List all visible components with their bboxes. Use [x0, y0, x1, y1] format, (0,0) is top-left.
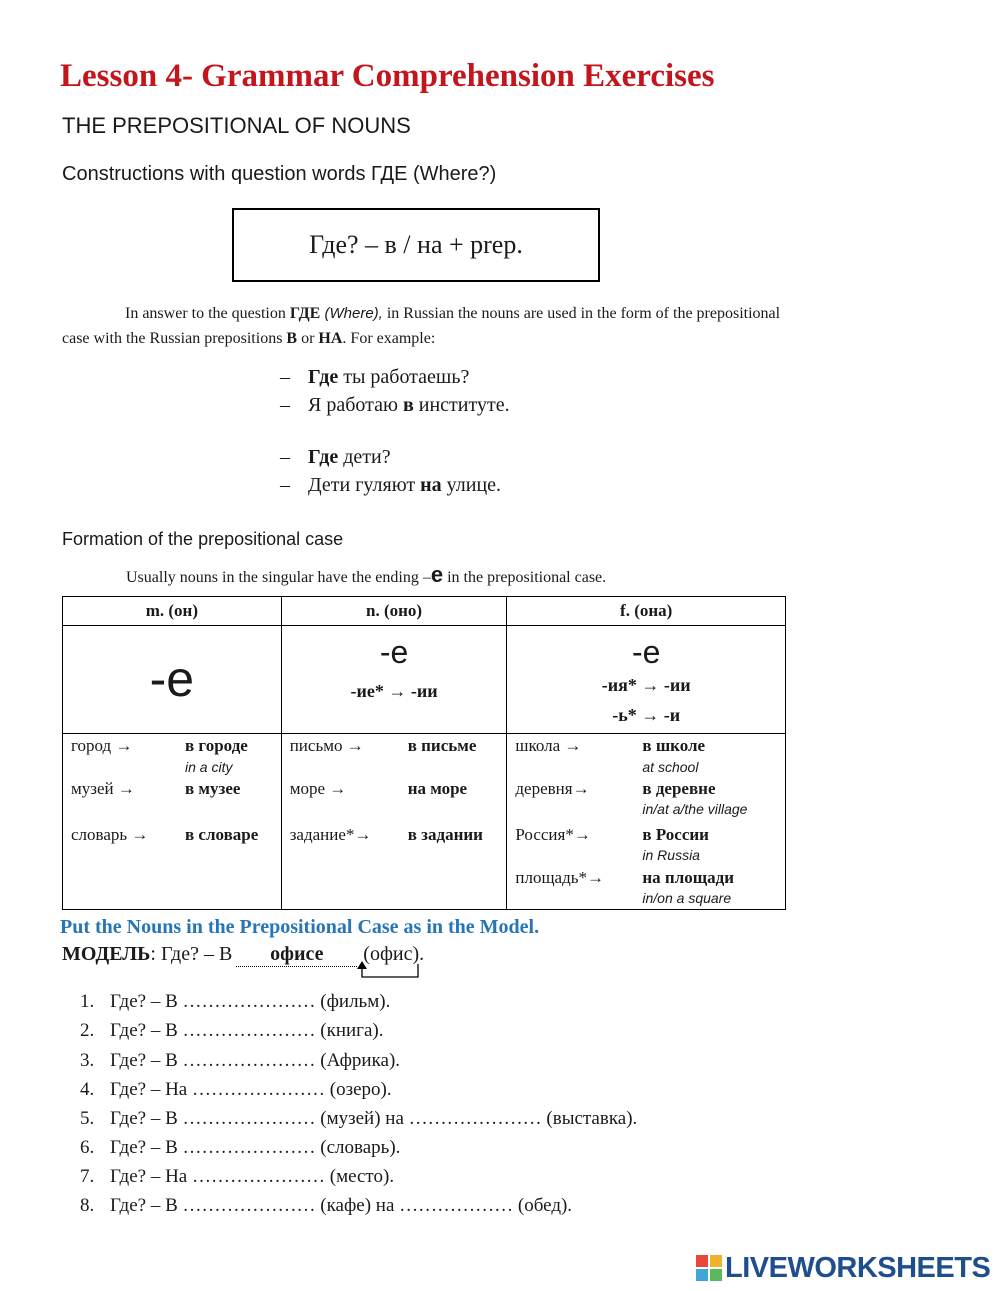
- example-form: в России: [642, 825, 709, 844]
- masculine-ending-cell: [63, 626, 282, 734]
- model-label: МОДЕЛЬ: [62, 943, 151, 965]
- exercise-item[interactable]: 3. Где? – В ………………… (Африка).: [80, 1050, 401, 1071]
- example-word: город →: [71, 736, 133, 755]
- feminine-ending-cell: [507, 626, 786, 734]
- feminine-ending: -е: [631, 634, 661, 670]
- example-form: в деревне: [642, 779, 716, 798]
- header-feminine: f. (она): [507, 597, 786, 626]
- exercise-item[interactable]: 6. Где? – В ………………… (словарь).: [80, 1137, 401, 1158]
- example-form: в школе: [642, 736, 706, 755]
- exercise-item[interactable]: 2. Где? – В ………………… (книга).: [80, 1020, 384, 1041]
- endings-table: [62, 596, 786, 910]
- example-form: на площади: [642, 868, 735, 887]
- model-example: МОДЕЛЬ: Где? – В офисе (офис).: [62, 943, 425, 965]
- example-translation: at school: [642, 759, 699, 775]
- dialog-line: – Где дети?: [280, 446, 391, 468]
- formation-note: Usually nouns in the singular have the ending –e in the prepositional case.: [126, 562, 607, 587]
- dialog-line: – Я работаю в институте.: [280, 394, 510, 416]
- example-form: на море: [407, 779, 468, 798]
- example-word: словарь →: [71, 825, 149, 844]
- exercise-item[interactable]: 7. Где? – На ………………… (место).: [80, 1166, 395, 1187]
- example-word: письмо →: [289, 736, 364, 755]
- example-word: задание*→: [289, 825, 372, 844]
- example-word: деревня→: [515, 779, 590, 798]
- example-word: музей →: [71, 779, 135, 798]
- header-masculine: m. (он): [63, 597, 282, 626]
- model-arrow-icon: [350, 960, 430, 984]
- example-translation: in/on a square: [642, 890, 732, 906]
- neuter-ending-cell: [281, 626, 507, 734]
- exercise-item[interactable]: 8. Где? – В ………………… (кафе) на ……………… (обед).: [80, 1195, 573, 1216]
- example-word: Россия*→: [515, 825, 591, 844]
- exercise-item[interactable]: 4. Где? – На ………………… (озеро).: [80, 1079, 392, 1100]
- example-word: площадь*→: [515, 868, 605, 887]
- example-translation: in/at a/the village: [642, 801, 748, 817]
- logo-icon: [696, 1255, 722, 1281]
- section-heading-formation: Formation of the prepositional case: [62, 529, 344, 549]
- liveworksheets-logo: [696, 1252, 990, 1284]
- header-neuter: n. (оно): [281, 597, 507, 626]
- lesson-title: Lesson 4- Grammar Comprehension Exercises: [60, 58, 715, 94]
- example-form: в письме: [407, 736, 477, 755]
- example-form: в музее: [185, 779, 241, 798]
- neuter-ending: -е: [379, 634, 409, 670]
- example-form: в словаре: [185, 825, 259, 844]
- section-heading-constructions: Constructions with question words ГДЕ (Where?): [62, 163, 497, 185]
- formula-box: Где? – в / на + prep.: [232, 208, 600, 282]
- exercise-item[interactable]: 5. Где? – В ………………… (музей) на ………………… (выставка).: [80, 1108, 638, 1129]
- feminine-rule: -ия* → -ии: [601, 675, 691, 695]
- exercise-instruction: Put the Nouns in the Prepositional Case as in the Model.: [60, 916, 540, 938]
- dialog-line: – Дети гуляют на улице.: [280, 474, 502, 496]
- neuter-examples: [281, 734, 507, 910]
- feminine-examples: [507, 734, 786, 910]
- example-form: в городе: [185, 736, 248, 755]
- neuter-rule: -ие* → -ии: [350, 681, 438, 701]
- example-word: море →: [289, 779, 347, 798]
- example-translation: in a city: [185, 759, 233, 775]
- example-form: в задании: [407, 825, 483, 844]
- feminine-rule: -ь* → -и: [612, 705, 681, 725]
- masculine-ending: -е: [149, 651, 195, 707]
- masculine-examples: [63, 734, 282, 910]
- exercise-item[interactable]: 1. Где? – В ………………… (фильм).: [80, 991, 391, 1012]
- example-translation: in Russia: [642, 847, 700, 863]
- dialog-line: – Где ты работаешь?: [280, 366, 470, 388]
- model-answer: офисе: [236, 943, 357, 967]
- section-heading-prepositional: THE PREPOSITIONAL OF NOUNS: [62, 113, 411, 138]
- intro-paragraph: In answer to the question ГДЕ (Where), in Russian the nouns are used in the form of the prepositional case with the Russian prepositions В or НА. For example:: [62, 305, 781, 347]
- logo-text: LIVEWORKSHEETS: [725, 1251, 991, 1284]
- example-word: школа →: [515, 736, 582, 755]
